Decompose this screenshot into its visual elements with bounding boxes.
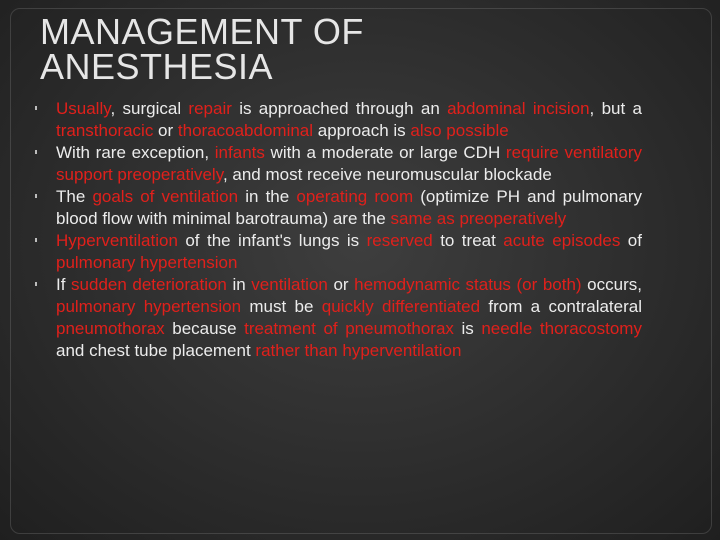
bullet-item bbox=[56, 98, 642, 142]
highlighted-text: Hyperventilation bbox=[56, 231, 178, 250]
highlighted-text: hemodynamic status (or both) bbox=[354, 275, 582, 294]
highlighted-text: operating room bbox=[296, 187, 414, 206]
highlighted-text: rather than hyperventilation bbox=[255, 341, 462, 360]
highlighted-text: ventilation bbox=[251, 275, 328, 294]
highlighted-text: same as preoperatively bbox=[390, 209, 567, 228]
bullet-item bbox=[56, 142, 642, 186]
body-text: of bbox=[620, 231, 642, 250]
bullet-item bbox=[56, 186, 642, 230]
highlighted-text: Usually bbox=[56, 99, 111, 118]
highlighted-text: pulmonary hypertension bbox=[56, 297, 242, 316]
bullet-marker-icon bbox=[35, 106, 37, 110]
body-text: approach is bbox=[313, 121, 411, 140]
body-text: The bbox=[56, 187, 93, 206]
bullet-marker-icon bbox=[35, 238, 37, 242]
highlighted-text: also possible bbox=[410, 121, 509, 140]
highlighted-text: sudden deterioration bbox=[71, 275, 227, 294]
body-text: with a moderate or large CDH bbox=[264, 143, 506, 162]
body-text: (optimize PH and pulmonary blood flow with minimal barotrauma) are the bbox=[56, 187, 642, 228]
body-text: With rare exception, bbox=[56, 143, 215, 162]
highlighted-text: repair bbox=[188, 99, 232, 118]
body-text: from a contralateral bbox=[480, 297, 642, 316]
body-text: is approached through an bbox=[231, 99, 448, 118]
bullet-marker-icon bbox=[35, 150, 37, 154]
bullet-item bbox=[56, 274, 642, 362]
highlighted-text: pulmonary hypertension bbox=[56, 253, 238, 272]
highlighted-text: infants bbox=[214, 143, 265, 162]
body-text: If bbox=[56, 275, 72, 294]
body-text: or bbox=[327, 275, 355, 294]
highlighted-text: thoracoabdominal bbox=[177, 121, 314, 140]
highlighted-text: require ventilatory support preoperatively bbox=[56, 143, 642, 184]
highlighted-text: goals of ventilation bbox=[92, 187, 239, 206]
highlighted-text: pneumothorax bbox=[56, 319, 165, 338]
body-text: , and most receive neuromuscular blockade bbox=[222, 165, 552, 184]
body-text: occurs, bbox=[581, 275, 642, 294]
body-text: is bbox=[453, 319, 482, 338]
body-text: , surgical bbox=[110, 99, 189, 118]
slide-title: MANAGEMENT OF ANESTHESIA bbox=[40, 11, 364, 87]
highlighted-text: quickly differentiated bbox=[321, 297, 481, 316]
body-text: to treat bbox=[432, 231, 504, 250]
body-text: because bbox=[164, 319, 245, 338]
bullet-list bbox=[56, 98, 642, 362]
body-text: in bbox=[226, 275, 252, 294]
bullet-marker-icon bbox=[35, 194, 37, 198]
highlighted-text: treatment of pneumothorax bbox=[244, 319, 454, 338]
body-text: , but a bbox=[589, 99, 642, 118]
highlighted-text: acute episodes bbox=[503, 231, 621, 250]
body-text: or bbox=[153, 121, 178, 140]
body-text: in the bbox=[238, 187, 297, 206]
highlighted-text: needle thoracostomy bbox=[481, 319, 642, 338]
highlighted-text: transthoracic bbox=[56, 121, 154, 140]
highlighted-text: reserved bbox=[366, 231, 433, 250]
highlighted-text: abdominal incision bbox=[447, 99, 590, 118]
body-text: of the infant's lungs is bbox=[177, 231, 367, 250]
body-text: and chest tube placement bbox=[56, 341, 256, 360]
bullet-item bbox=[56, 230, 642, 274]
bullet-marker-icon bbox=[35, 282, 37, 286]
body-text: must be bbox=[241, 297, 322, 316]
